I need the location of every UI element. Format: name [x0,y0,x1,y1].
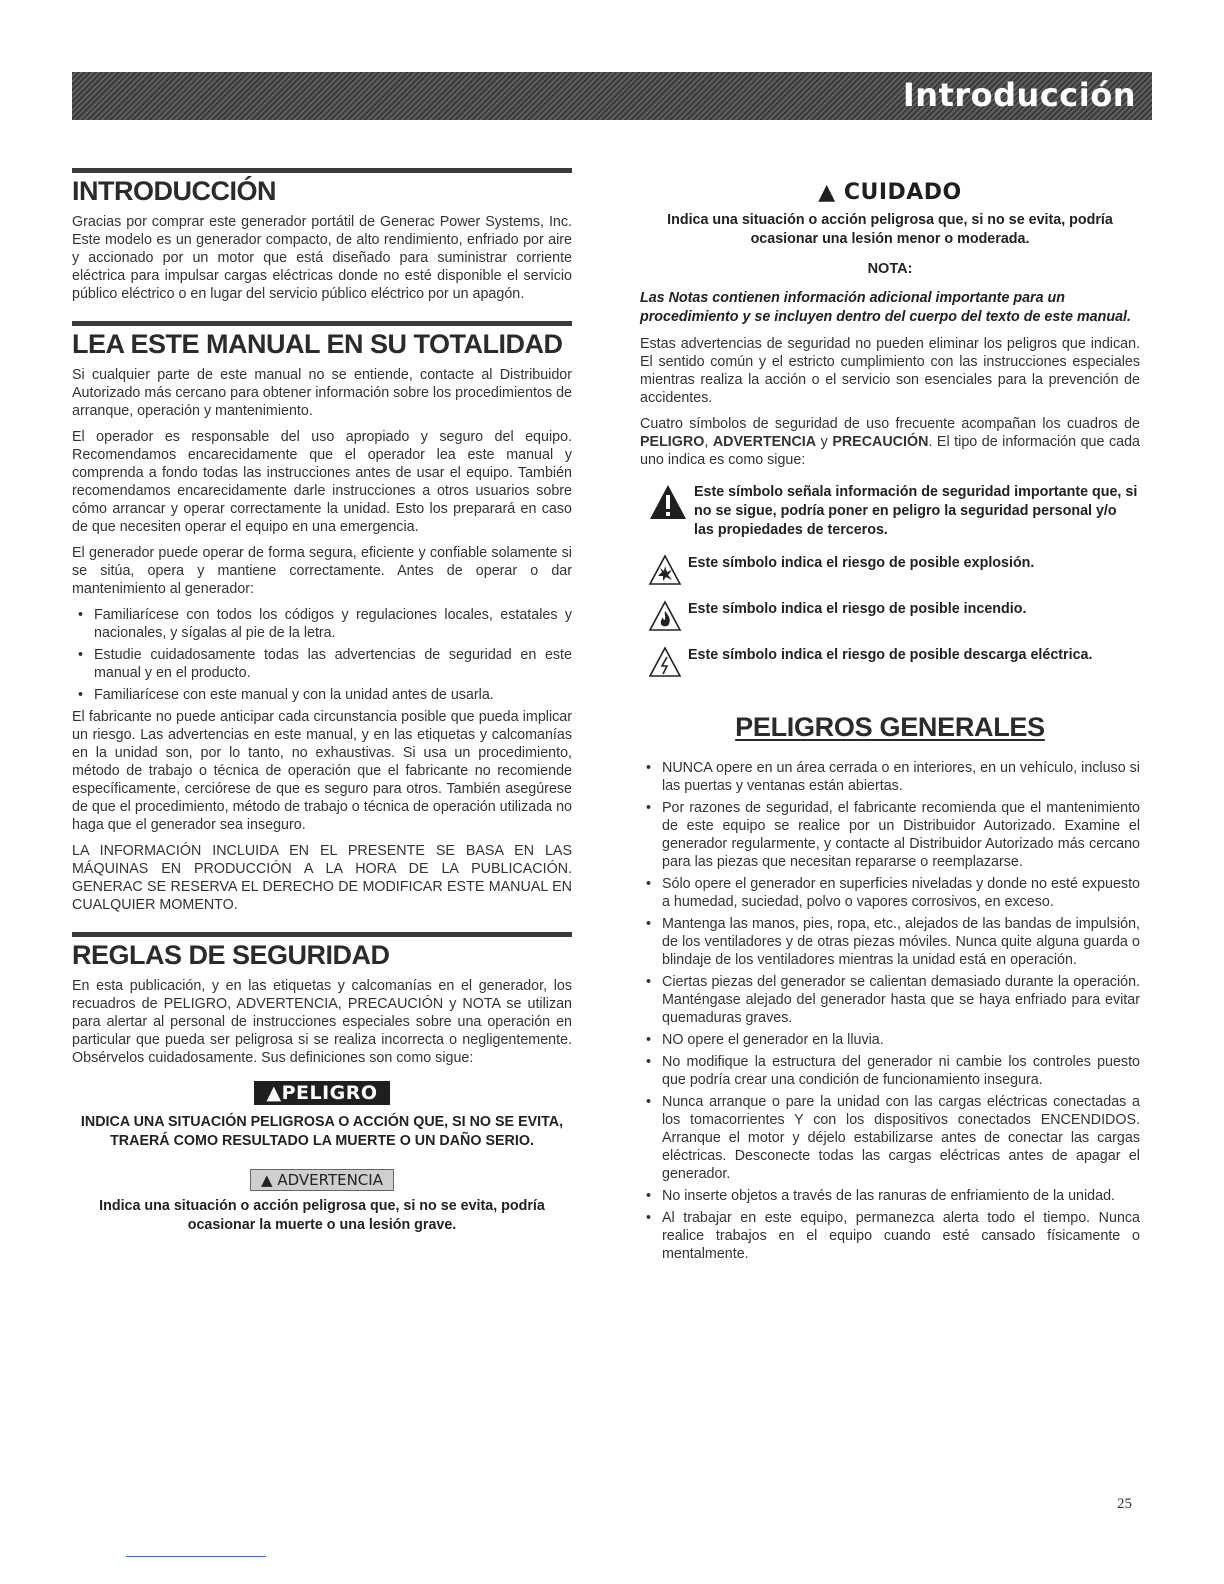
symbol-row [648,483,1140,540]
general-hazards-list [640,759,1140,1263]
caution-paragraph-1: Estas advertencias de seguridad no pueden eliminar los peligros que indican. El sentido común y el estricto cumplimiento con las instrucciones especiales mientras realiza la acción o el servicio son esenciales para la prevención de accidentes. [640,336,1140,406]
warning-block [72,1161,572,1235]
danger-label: PELIGRO [281,1082,378,1104]
safety-heading: REGLAS DE SEGURIDAD [72,940,390,970]
manual-paragraph-5: LA INFORMACIÓN INCLUIDA EN EL PRESENTE SE BASA EN LAS MÁQUINAS EN PRODUCCIÓN A LA HORA DE LA PUBLICACIÓN. GENERAC SE RESERVA EL DERECHO DE MODIFICAR ESTE MANUAL EN CUALQUIER MOMENTO. [72,843,572,913]
general-hazards-heading: PELIGROS GENERALES [735,712,1045,742]
manual-paragraph-4: El fabricante no puede anticipar cada circunstancia posible que pueda implicar un riesgo. Las advertencias en este manual, y en las etiquetas y calcomanías en la unidad son, por lo tanto, no exhaustivas. Si usa un procedimiento, método de trabajo o técnica de operación que el fabricante no recomiende específicamente, cerciórese de que es seguro para otros. También asegúrese de que el procedimiento, método de trabajo o técnica de operación utilizada no haga que el generador sea inseguro. [72,709,572,833]
warning-badge [250,1169,394,1191]
list-item: • Ciertas piezas del generador se calientan demasiado durante la operación. Manténgase alejado del generador hasta que se haya enfriado para evitar quemaduras graves. [640,973,1140,1027]
danger-badge [254,1081,389,1105]
danger-block [72,1075,572,1151]
list-item: • Estudie cuidadosamente todas las advertencias de seguridad en este manual y en el producto. [72,646,572,682]
text-bold: ADVERTENCIA [712,434,817,450]
text-span: y [816,434,833,450]
text-bold: PELIGRO [640,434,705,450]
manual-paragraph-1: Si cualquier parte de este manual no se entiende, contacte al Distribuidor Autorizado más cercano para obtener información sobre los procedimientos de arranque, operación y mantenimiento. [72,367,572,419]
list-item: • Mantenga las manos, pies, ropa, etc., alejados de las bandas de impulsión, de los ventiladores y de otras piezas móviles. Nunca quite alguna guarda o blindaje de los ventiladores mientras la unidad está en operación. [640,915,1140,969]
caution-heading [640,180,1140,205]
list-item: • Nunca arranque o pare la unidad con las cargas eléctricas conectadas a los tomacorrientes Y con los dispositivos conectados ENCENDIDOS. Arranque el motor y déjelo estabilizarse antes de conectar las cargas eléctricas. Desconecte todas las cargas eléctricas antes de apagar el generador. [640,1093,1140,1183]
manual-paragraph-2: El operador es responsable del uso apropiado y seguro del equipo. Recomendamos encarecidamente que el operador lea este manual y comprenda a fondo todas las instrucciones antes de usar el equipo. También recomendamos encarecidamente darle instrucciones a otros usuarios sobre cómo arrancar y operar correctamente la unidad. Esto los preparará en caso de que necesiten operar el equipo en una emergencia. [72,429,572,535]
symbol-row [648,554,1140,586]
alert-triangle-icon [648,483,688,521]
banner-title: Introducción [902,76,1136,114]
explosion-icon [648,554,682,586]
list-item: • NUNCA opere en un área cerrada o en interiores, en un vehículo, incluso si las puertas y ventanas están abiertas. [640,759,1140,795]
caution-paragraph-2 [640,415,1140,469]
caution-definition: Indica una situación o acción peligrosa que, si no se evita, podría ocasionar una lesión menor o moderada. [667,212,1113,247]
symbol-text: Este símbolo indica el riesgo de posible descarga eléctrica. [688,647,1093,663]
symbol-text: Este símbolo indica el riesgo de posible explosión. [688,555,1035,571]
symbol-row [648,646,1140,678]
text-bold: PRECAUCIÓN [832,434,929,450]
header-banner [72,72,1152,120]
list-item: • Por razones de seguridad, el fabricante recomienda que el mantenimiento de este equipo se realice por un Distribuidor Autorizado. Examine el generador regularmente, y contacte al Distribuidor Autorizado más cercano para las piezas que necesitan repararse o reemplazarse. [640,799,1140,871]
note-heading: NOTA: [867,261,913,277]
manual-heading: LEA ESTE MANUAL EN SU TOTALIDAD [72,329,563,359]
list-item: • Familiarícese con este manual y con la unidad antes de usarla. [72,686,572,704]
list-item: • No modifique la estructura del generador ni cambie los controles puesto que podría crear una condición de funcionamiento insegura. [640,1053,1140,1089]
list-item: • Sólo opere el generador en superficies niveladas y donde no esté expuesto a humedad, suciedad, polvo o vapores corrosivos, en exceso. [640,875,1140,911]
intro-heading: INTRODUCCIÓN [72,176,276,206]
list-item: • NO opere el generador en la lluvia. [640,1031,1140,1049]
section-safety-header [72,932,572,971]
left-column [72,168,572,1235]
list-item: • Al trabajar en este equipo, permanezca alerta todo el tiempo. Nunca realice trabajos en el equipo cuando esté cansado físicamente o mentalmente. [640,1209,1140,1263]
page-number: 25 [1117,1496,1132,1512]
electric-shock-icon [648,646,682,678]
alert-triangle-icon: ▲ [266,1082,282,1104]
symbol-text: Este símbolo señala información de seguridad importante que, si no se sigue, podría poner en peligro la seguridad personal y/o las propiedades de terceros. [694,484,1138,538]
caution-label: CUIDADO [843,180,962,205]
text-span: Cuatro símbolos de seguridad de uso frecuente acompañan los cuadros de [640,416,1140,432]
safety-paragraph: En esta publicación, y en las etiquetas y calcomanías en el generador, los recuadros de PELIGRO, ADVERTENCIA, PRECAUCIÓN y NOTA se utilizan para alertar al personal de instrucciones especiales sobre una operación en particular que pueda ser peligrosa si se realiza incorrecta o negligentemente. Obsérvelos cuidadosamente. Sus definiciones son como sigue: [72,978,572,1066]
right-column [640,180,1140,1267]
symbol-text: Este símbolo indica el riesgo de posible incendio. [688,601,1027,617]
footer-divider [126,1556,266,1557]
warning-label: ADVERTENCIA [277,1171,383,1189]
warning-definition: Indica una situación o acción peligrosa que, si no se evita, podría ocasionar la muerte o una lesión grave. [99,1198,545,1233]
manual-bullet-list [72,606,572,704]
list-item: • No inserte objetos a través de las ranuras de enfriamiento de la unidad. [640,1187,1140,1205]
caution-block [640,180,1140,277]
section-intro-header [72,168,572,207]
symbol-row [648,600,1140,632]
danger-definition: INDICA UNA SITUACIÓN PELIGROSA O ACCIÓN QUE, SI NO SE EVITA, TRAERÁ COMO RESULTADO LA MUERTE O UN DAÑO SERIO. [80,1114,564,1149]
symbol-list [640,483,1140,678]
note-definition: Las Notas contienen información adicional importante para un procedimiento y se incluyen dentro del cuerpo del texto de este manual. [640,290,1131,325]
fire-icon [648,600,682,632]
alert-triangle-icon: ▲ [818,180,844,205]
text-span: , [704,434,713,450]
manual-paragraph-3: El generador puede operar de forma segura, eficiente y confiable solamente si se sitúa, opera y mantiene correctamente. Antes de operar o dar mantenimiento al generador: [72,545,572,597]
text-span: . El tipo de información que cada uno indica es como sigue: [640,434,1140,468]
intro-paragraph: Gracias por comprar este generador portátil de Generac Power Systems, Inc. Este modelo es un generador compacto, de alto rendimiento, enfriado por aire y accionado por un motor que está diseñado para suministrar corriente eléctrica para impulsar cargas eléctricas donde no esté disponible el servicio público eléctrico o en lugar del servicio público eléctrico por un apagón. [72,214,572,302]
list-item: • Familiarícese con todos los códigos y regulaciones locales, estatales y nacionales, y sígalas al pie de la letra. [72,606,572,642]
section-manual-header [72,321,572,360]
alert-triangle-icon: ▲ [261,1171,278,1189]
